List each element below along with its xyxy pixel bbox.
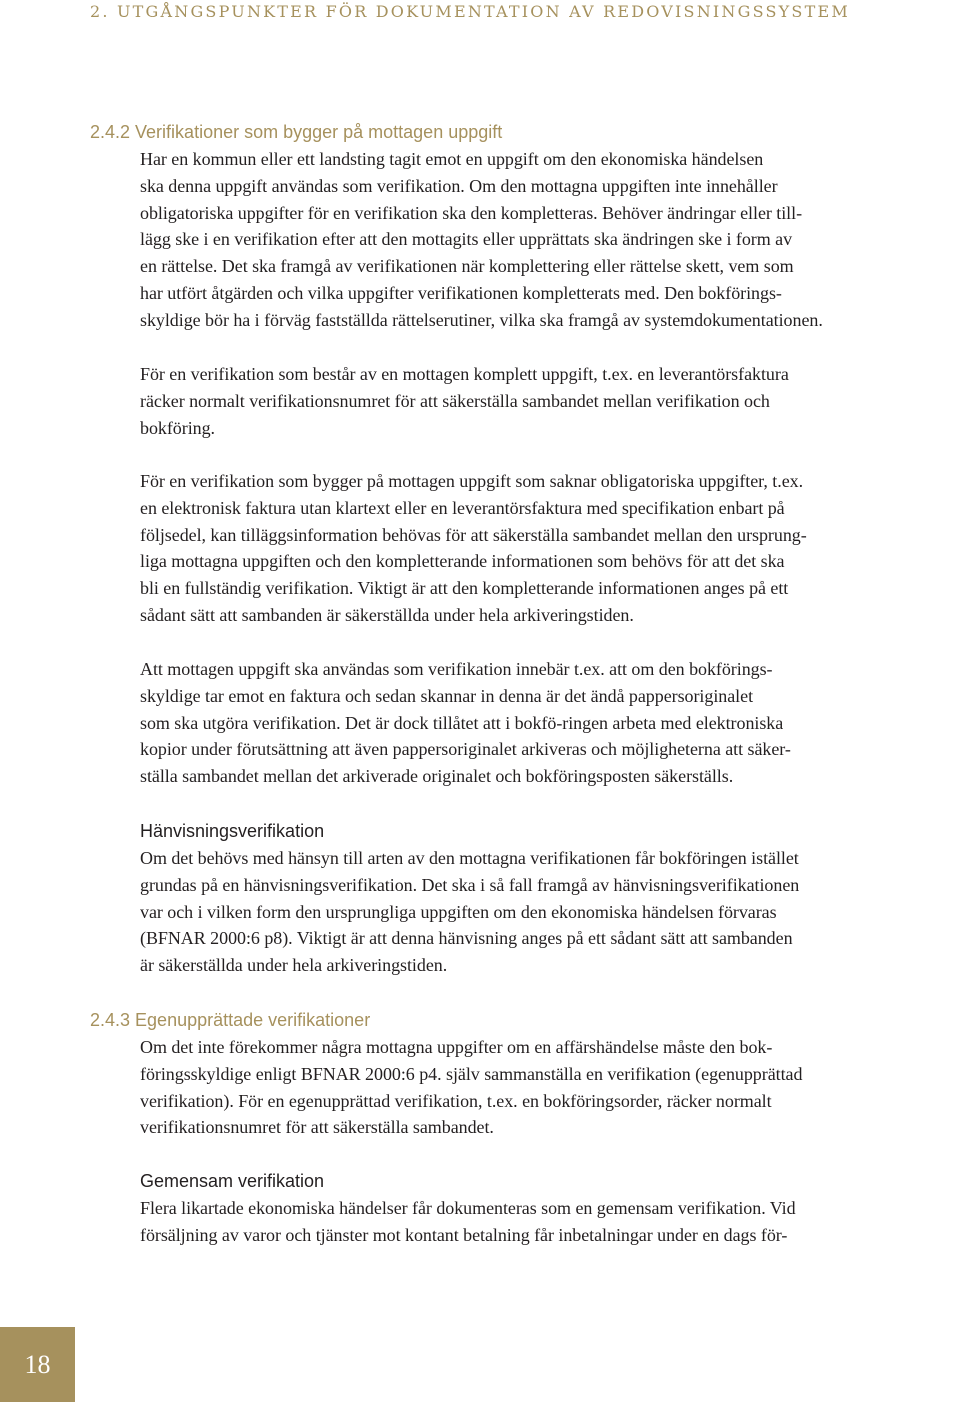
page-number: 18 xyxy=(24,1349,51,1379)
section-heading-2-4-3: 2.4.3 Egenupprättade verifikationer xyxy=(90,1010,371,1030)
text-line: obligatoriska uppgifter för en verifikation ska den kompletteras. Behöver ändringar eller till- xyxy=(140,202,803,223)
text-line: sådant sätt att sambanden är säkerställda under hela arkiveringstiden. xyxy=(140,604,634,625)
text-line: var och i vilken form den ursprungliga uppgiften om den ekonomiska händelsen förvaras xyxy=(140,901,777,922)
text-line: liga mottagna uppgiften och den kompletterande informationen som behövs för att det ska xyxy=(140,551,785,572)
text-line: Att mottagen uppgift ska användas som verifikation innebär t.ex. att om den bokförings- xyxy=(140,659,773,679)
text-line: kopior under förutsättning att även pappersoriginalet arkiveras och möjligheterna att säker- xyxy=(140,739,791,760)
subheading-joint-verification: Gemensam verifikation xyxy=(140,1171,325,1191)
text-line: För en verifikation som består av en mottagen komplett uppgift, t.ex. en leverantörsfaktura xyxy=(140,364,789,384)
running-header: 2. UTGÅNGSPUNKTER FÖR DOKUMENTATION AV REDOVISNINGSSYSTEM xyxy=(90,2,850,21)
paragraph-self-prepared-verification xyxy=(140,1034,960,1141)
text-line: en elektronisk faktura utan klartext eller en leverantörsfaktura med specifikation enbart på xyxy=(140,497,785,518)
text-line: som ska utgöra verifikation. Det är dock tillåtet att i bokfö-ringen arbeta med elektroniska xyxy=(140,712,784,733)
text-line: Om det inte förekommer några mottagna uppgifter om en affärshändelse måste den bok- xyxy=(140,1037,773,1057)
subheading-reference-verification: Hänvisningsverifikation xyxy=(140,821,325,841)
paragraph-paper-original xyxy=(140,656,960,790)
text-line: verifikationsnumret för att säkerställa sambandet. xyxy=(140,1117,494,1138)
text-line: Om det behövs med hänsyn till arten av den mottagna verifikationen får bokföringen istället xyxy=(140,848,799,868)
text-line: ska denna uppgift användas som verifikation. Om den mottagna uppgiften inte innehåller xyxy=(140,175,778,196)
text-line: (BFNAR 2000:6 p8). Viktigt är att denna hänvisning anges på ett sådant sätt att sambanden xyxy=(140,928,793,949)
paragraph-reference-verification xyxy=(140,845,960,979)
text-line: grundas på en hänvisningsverifikation. Det ska i så fall framgå av hänvisningsverifikationen xyxy=(140,874,800,895)
text-line: är säkerställda under hela arkiveringstiden. xyxy=(140,955,448,976)
text-line: har utfört åtgärden och vilka uppgifter verifikationen kompletterats med. Den bokförings- xyxy=(140,282,782,303)
text-line: räcker normalt verifikationsnumret för att säkerställa sambandet mellan verifikation och xyxy=(140,390,770,411)
text-line: För en verifikation som bygger på mottagen uppgift som saknar obligatoriska uppgifter, t.ex. xyxy=(140,471,804,491)
text-line: verifikation). För en egenupprättad verifikation, t.ex. en bokföringsorder, räcker normalt xyxy=(140,1090,772,1111)
section-heading-2-4-2: 2.4.2 Verifikationer som bygger på mottagen uppgift xyxy=(90,122,503,142)
text-line: ställa sambandet mellan det arkiverade originalet och bokföringsposten säkerställs. xyxy=(140,766,734,787)
text-line: skyldige bör ha i förväg fastställda rättelserutiner, vilka ska framgå av systemdokumentationen. xyxy=(140,309,823,330)
paragraph-incomplete-information xyxy=(140,468,960,629)
text-line: Har en kommun eller ett landsting tagit emot en uppgift om den ekonomiska händelsen xyxy=(140,149,764,169)
text-line: försäljning av varor och tjänster mot kontant betalning får inbetalningar under en dags för- xyxy=(140,1224,788,1245)
paragraph-complete-information xyxy=(140,361,960,441)
text-line: lägg ske i en verifikation efter att den mottagits eller upprättats ska ändringen ske i form av xyxy=(140,229,793,250)
text-line: skyldige tar emot en faktura och sedan skannar in denna är det ändå pappersoriginalet xyxy=(140,685,754,706)
text-line: Flera likartade ekonomiska händelser får dokumenteras som en gemensam verifikation. Vid xyxy=(140,1198,796,1218)
text-line: en rättelse. Det ska framgå av verifikationen när komplettering eller rättelse skett, vem som xyxy=(140,256,794,277)
text-line: bli en fullständig verifikation. Viktigt är att den kompletterande informationen anges på ett xyxy=(140,578,789,599)
text-line: bokföring. xyxy=(140,417,215,438)
text-line: följsedel, kan tilläggsinformation behövas för att säkerställa sambandet mellan den ursprung- xyxy=(140,524,807,545)
paragraph-received-information xyxy=(140,146,960,334)
paragraph-joint-verification xyxy=(140,1195,960,1249)
text-line: föringsskyldige enligt BFNAR 2000:6 p4. själv sammanställa en verifikation (egenupprättad xyxy=(140,1063,803,1084)
